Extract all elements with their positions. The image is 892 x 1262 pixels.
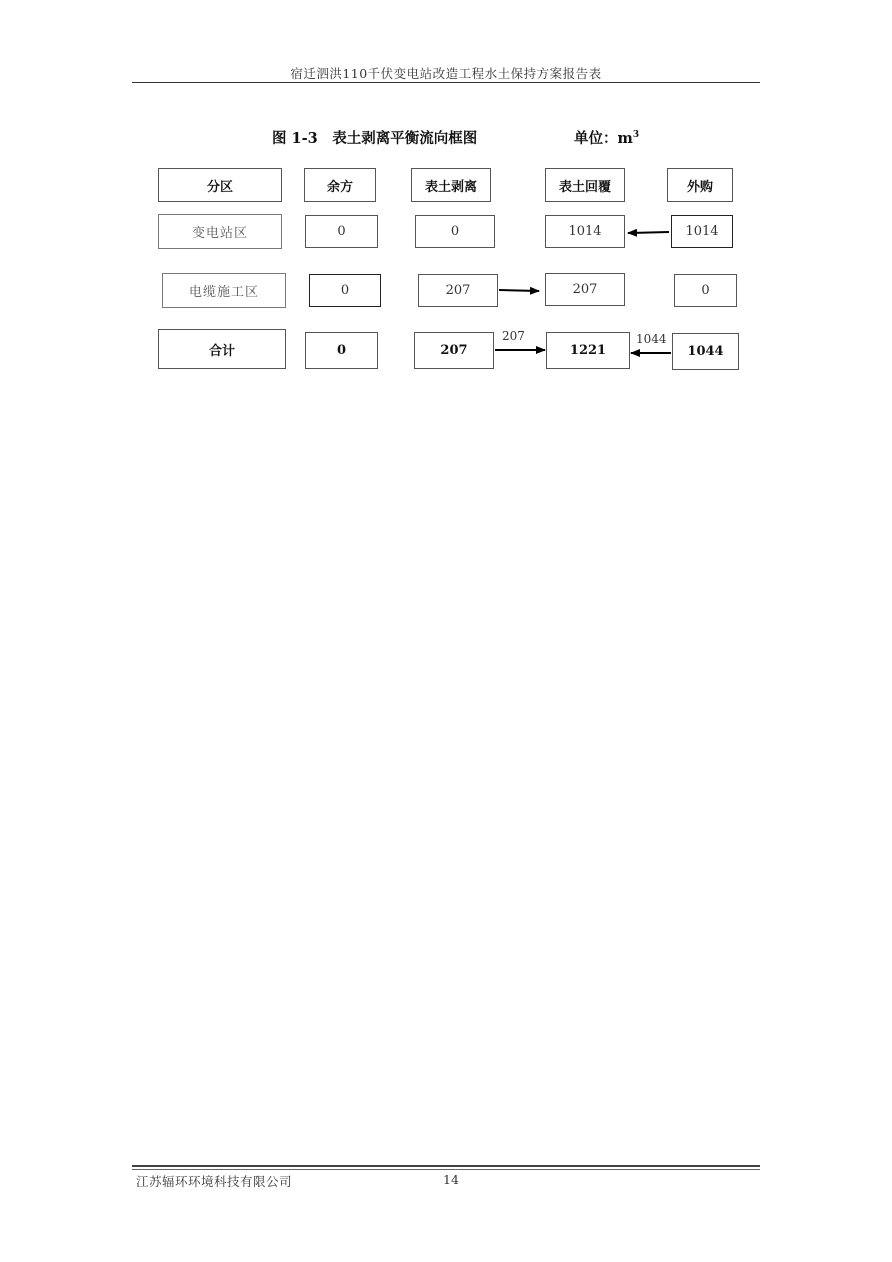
column-header-zone: 分区 [158,168,282,202]
total-backfill-cell: 1221 [546,332,630,369]
total-stripping-flow-label: 207 [502,329,525,343]
page-number: 14 [443,1172,459,1187]
unit-text: 单位：m [574,130,633,147]
row-label-substation: 变电站区 [158,214,282,249]
cable-stripping-to-backfill-arrow [499,290,539,291]
substation-backfill-cell: 1014 [545,215,625,248]
row-label-total: 合计 [158,329,286,369]
column-header-backfill: 表土回覆 [545,168,625,202]
cable-surplus-cell: 0 [309,274,381,307]
total-surplus-cell: 0 [305,332,378,369]
substation-surplus-cell: 0 [305,215,378,248]
footer-divider-thick [132,1165,760,1167]
figure-caption: 图 1-3 表土剥离平衡流向框图 [272,130,478,147]
cable-purchase-cell: 0 [674,274,737,307]
total-purchase-flow-label: 1044 [636,332,667,346]
column-header-surplus: 余方 [304,168,376,202]
cable-backfill-cell: 207 [545,273,625,306]
footer-company-name: 江苏辐环环境科技有限公司 [136,1174,293,1189]
substation-stripping-cell: 0 [415,215,495,248]
header-divider [132,82,760,83]
substation-purchase-to-backfill-arrow [628,232,669,233]
unit-label [574,127,639,148]
substation-purchase-cell: 1014 [671,215,733,248]
document-header-title: 宿迁泗洪110千伏变电站改造工程水土保持方案报告表 [290,66,602,81]
column-header-purchase: 外购 [667,168,733,202]
footer-divider-thin [132,1169,760,1170]
unit-superscript: 3 [632,130,640,141]
cable-stripping-cell: 207 [418,274,498,307]
row-label-cable: 电缆施工区 [162,273,286,308]
total-purchase-cell: 1044 [672,333,739,370]
column-header-stripping: 表土剥离 [411,168,491,202]
total-stripping-cell: 207 [414,332,494,369]
